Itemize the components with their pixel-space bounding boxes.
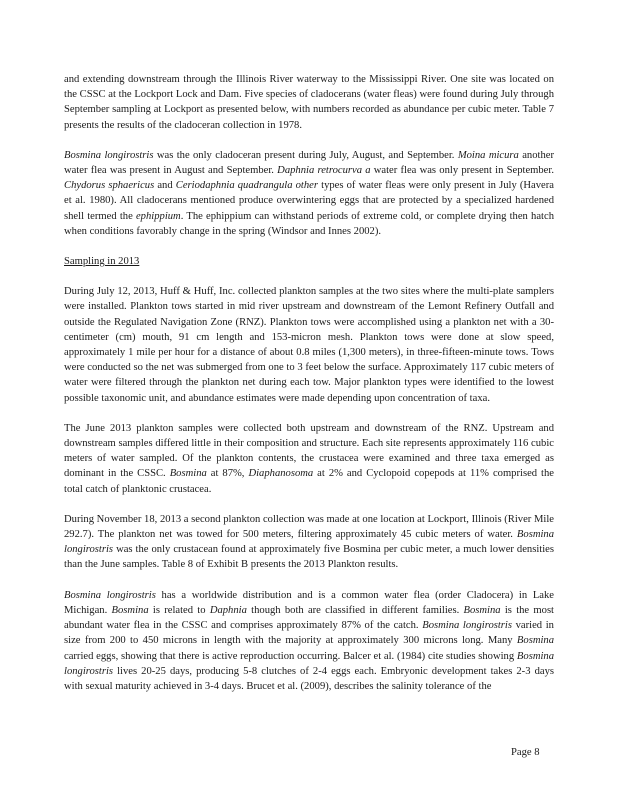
text-run: is related to [148, 604, 210, 616]
italic-term: Bosmina longirostris [64, 650, 554, 677]
italic-term: Bosmina [111, 604, 149, 616]
paragraph-bosmina-description [64, 588, 554, 694]
text-run: has a worldwide distribution and is a common water flea (order Cladocera) in Lake Michigan. [64, 589, 554, 616]
text-run: though both are classified in different families. [246, 604, 464, 616]
paragraph-bosmina-1978 [64, 148, 554, 239]
italic-term: Bosmina longirostris [422, 620, 512, 632]
text-run: During July 12, 2013, Huff & Huff, Inc. collected plankton samples at the two sites where the multi-plate samplers were installed. Plankton tows started in mid river upstream and downstream of the Lemont Refinery Outfall and outside the Regulated Navigation Zone (RNZ). Plankton tows were accomplished using a plankton net with a 30-centimeter (cm) mouth, 91 cm length and 153-micron mesh. Plankton tows were done at slow speed, approximately 1 mile per hour for a distance of about 0.8 miles (1,300 meters), in three-fifteen-minute tows. Tows were conducted so the net was submerged from one to 3 feet below the surface. Approximately 117 cubic meters of water were filtered through the plankton net during each tow. Major plankton types were identified to the lowest possible taxonomic unit, and abundance estimates were made depending upon concentration of taxa. [64, 286, 554, 404]
paragraph-cladoceran-intro [64, 72, 554, 133]
text-run: was the only crustacean found at approximately five Bosmina per cubic meter, a much lower densities than the June samples. Table 8 of Exhibit B presents the 2013 Plankton results. [64, 544, 554, 571]
paragraph-june-2013-results [64, 421, 554, 497]
italic-term: Ceriodaphnia quadrangula other [175, 180, 318, 192]
italic-term: ephippium [135, 210, 181, 222]
italic-term: Daphnia retrocurva a [277, 165, 371, 177]
text-run: water flea was only present in September. [370, 165, 554, 177]
text-run: another water flea was present in August and September. [64, 149, 554, 177]
section-heading-sampling-2013: Sampling in 2013 [64, 256, 140, 268]
document-body [64, 72, 554, 709]
paragraph-july-2013-sampling [64, 284, 554, 406]
text-run: at 87%, [206, 468, 249, 480]
italic-term: Diaphanosoma [248, 468, 314, 480]
italic-term: Bosmina [463, 604, 501, 616]
text-run: lives 20-25 days, producing 5-8 clutches of 2-4 eggs each. Embryonic development takes 2-3 days with sexual maturity achieved in 3-4 days. Brucet et al. (2009), describes the salinity tolerance of the [64, 665, 554, 692]
italic-term: Moina micura [457, 149, 519, 161]
text-run: During November 18, 2013 a second plankton collection was made at one location at Lockport, Illinois (River Mile 292.7). The plankton net was towed for 500 meters, filtering approximately 45 cubic meters of water. [64, 513, 554, 541]
text-run: was the only cladoceran present during July, August, and September. [153, 149, 458, 161]
italic-term: Bosmina [169, 468, 207, 480]
text-run: at 2% and Cyclopoid copepods at 11% comprised the total catch of planktonic crustacea. [64, 468, 554, 495]
italic-term: Bosmina [516, 635, 554, 647]
text-run: The June 2013 plankton samples were collected both upstream and downstream of the RNZ. Upstream and downstream samples differed little in their composition and structure. Each site represents approximately 116 cubic meters of water sampled. Of the plankton contents, the crustacea were examined and three taxa emerged as dominant in the CSSC. [64, 422, 554, 480]
paragraph-november-2013-sampling [64, 512, 554, 573]
italic-term: Bosmina longirostris [64, 529, 554, 556]
text-run: is the most abundant water flea in the CSSC and comprises approximately 87% of the catch. [64, 604, 555, 632]
text-run: and [154, 180, 176, 192]
text-run: varied in size from 200 to 450 microns in length with the majority at approximately 300 microns long. Many [64, 620, 554, 647]
italic-term: Daphnia [209, 604, 247, 616]
page-number: Page 8 [511, 747, 540, 758]
text-run: types of water fleas were only present in July (Havera et al. 1980). All cladocerans mentioned produce overwintering eggs that are protected by a specialized hardened shell termed the [64, 180, 554, 222]
text-run: and extending downstream through the Illinois River waterway to the Mississippi River. One site was located on the CSSC at the Lockport Lock and Dam. Five species of cladocerans (water fleas) were found during July through September sampling at Lockport as presented below, with numbers recorded as abundance per cubic meter. Table 7 presents the results of the cladoceran collection in 1978. [64, 74, 554, 131]
italic-term: Chydorus sphaericus [64, 180, 155, 192]
italic-term: Bosmina longirostris [64, 589, 156, 601]
italic-term: Bosmina longirostris [64, 149, 154, 161]
text-run: . The ephippium can withstand periods of extreme cold, or complete drying then hatch when conditions favorably change in the spring (Windsor and Innes 2002). [64, 210, 554, 237]
text-run: carried eggs, showing that there is active reproduction occurring. Balcer et al. (1984) cite studies showing [64, 650, 517, 662]
